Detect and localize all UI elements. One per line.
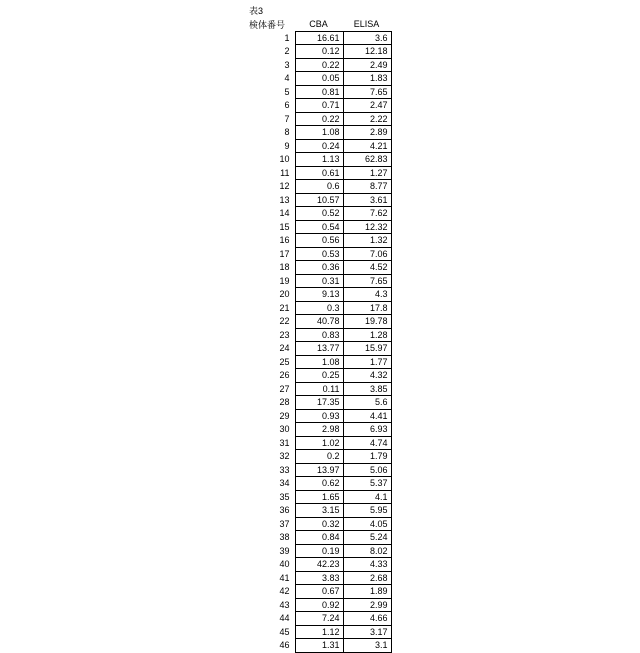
- column-header-cba: CBA: [295, 18, 343, 31]
- cell-elisa: 4.74: [343, 436, 391, 450]
- cell-elisa: 12.32: [343, 220, 391, 234]
- cell-sample-id: 41: [279, 572, 290, 583]
- table-row: [249, 639, 391, 653]
- table-row: [249, 58, 391, 72]
- table-body: [249, 31, 391, 652]
- cell-sample-id: 20: [279, 289, 290, 300]
- cell-cba: 0.56: [295, 234, 343, 248]
- cell-cba: 0.2: [295, 450, 343, 464]
- cell-sample-id: 32: [279, 451, 290, 462]
- cell-elisa: 7.65: [343, 274, 391, 288]
- cell-sample-id: 17: [279, 248, 290, 259]
- cell-cba: 0.52: [295, 207, 343, 221]
- cell-sample-id: 42: [279, 586, 290, 597]
- table-row: [249, 625, 391, 639]
- table-row: [249, 342, 391, 356]
- cell-cba: 0.24: [295, 139, 343, 153]
- cell-cba: 0.11: [295, 382, 343, 396]
- cell-sample-id: 5: [284, 86, 290, 97]
- cell-elisa: 4.66: [343, 612, 391, 626]
- cell-sample-id: 15: [279, 221, 290, 232]
- cell-cba: 0.71: [295, 99, 343, 113]
- cell-elisa: 4.32: [343, 369, 391, 383]
- cell-elisa: 2.47: [343, 99, 391, 113]
- table-row: [249, 301, 391, 315]
- cell-elisa: 4.41: [343, 409, 391, 423]
- cell-cba: 0.84: [295, 531, 343, 545]
- cell-cba: 0.81: [295, 85, 343, 99]
- cell-sample-id: 10: [279, 154, 290, 165]
- cell-elisa: 4.1: [343, 490, 391, 504]
- cell-sample-id: 13: [279, 194, 290, 205]
- cell-sample-id: 24: [279, 343, 290, 354]
- cell-sample-id: 38: [279, 532, 290, 543]
- cell-sample-id: 40: [279, 559, 290, 570]
- cell-sample-id: 2: [284, 46, 290, 57]
- cell-elisa: 3.85: [343, 382, 391, 396]
- table-header-row: [249, 18, 391, 31]
- cell-sample-id: 14: [279, 208, 290, 219]
- table-row: [249, 369, 391, 383]
- table-row: [249, 274, 391, 288]
- table-row: [249, 463, 391, 477]
- cell-elisa: 7.06: [343, 247, 391, 261]
- cell-elisa: 3.61: [343, 193, 391, 207]
- cell-elisa: 17.8: [343, 301, 391, 315]
- table-row: [249, 166, 391, 180]
- cell-elisa: 5.6: [343, 396, 391, 410]
- cell-elisa: 19.78: [343, 315, 391, 329]
- cell-sample-id: 46: [279, 640, 290, 651]
- cell-elisa: 1.77: [343, 355, 391, 369]
- cell-cba: 13.77: [295, 342, 343, 356]
- cell-elisa: 12.18: [343, 45, 391, 59]
- table-row: [249, 139, 391, 153]
- cell-cba: 9.13: [295, 288, 343, 302]
- table-row: [249, 45, 391, 59]
- cell-sample-id: 29: [279, 410, 290, 421]
- cell-sample-id: 12: [279, 181, 290, 192]
- cell-cba: 7.24: [295, 612, 343, 626]
- cell-elisa: 2.99: [343, 598, 391, 612]
- cell-sample-id: 21: [279, 302, 290, 313]
- table-row: [249, 531, 391, 545]
- cell-cba: 0.62: [295, 477, 343, 491]
- cell-elisa: 1.27: [343, 166, 391, 180]
- table-row: [249, 153, 391, 167]
- cell-sample-id: 31: [279, 437, 290, 448]
- cell-cba: 0.22: [295, 58, 343, 72]
- cell-cba: 42.23: [295, 558, 343, 572]
- table-row: [249, 315, 391, 329]
- table-row: [249, 396, 391, 410]
- cell-cba: 0.92: [295, 598, 343, 612]
- cell-elisa: 2.22: [343, 112, 391, 126]
- cell-sample-id: 7: [284, 113, 290, 124]
- cell-elisa: 4.52: [343, 261, 391, 275]
- cell-cba: 0.61: [295, 166, 343, 180]
- cell-sample-id: 23: [279, 329, 290, 340]
- table-row: [249, 220, 391, 234]
- table-row: [249, 571, 391, 585]
- cell-elisa: 3.17: [343, 625, 391, 639]
- table-row: [249, 180, 391, 194]
- table-row: [249, 598, 391, 612]
- cell-elisa: 1.83: [343, 72, 391, 86]
- cell-cba: 13.97: [295, 463, 343, 477]
- table-row: [249, 423, 391, 437]
- cell-elisa: 6.93: [343, 423, 391, 437]
- cell-cba: 0.6: [295, 180, 343, 194]
- cell-sample-id: 22: [279, 316, 290, 327]
- cell-sample-id: 1: [284, 32, 290, 43]
- cell-elisa: 1.28: [343, 328, 391, 342]
- table-row: [249, 544, 391, 558]
- cell-elisa: 1.79: [343, 450, 391, 464]
- cell-elisa: 2.89: [343, 126, 391, 140]
- cell-elisa: 5.37: [343, 477, 391, 491]
- cell-sample-id: 43: [279, 599, 290, 610]
- cell-sample-id: 16: [279, 235, 290, 246]
- cell-elisa: 15.97: [343, 342, 391, 356]
- table-row: [249, 234, 391, 248]
- table-container: [249, 6, 391, 653]
- cell-cba: 2.98: [295, 423, 343, 437]
- cell-elisa: 8.77: [343, 180, 391, 194]
- cell-elisa: 2.68: [343, 571, 391, 585]
- cell-cba: 1.65: [295, 490, 343, 504]
- table-row: [249, 450, 391, 464]
- cell-cba: 0.05: [295, 72, 343, 86]
- cell-cba: 40.78: [295, 315, 343, 329]
- cell-cba: 3.83: [295, 571, 343, 585]
- cell-cba: 1.12: [295, 625, 343, 639]
- cell-sample-id: 4: [284, 73, 290, 84]
- cell-sample-id: 34: [279, 478, 290, 489]
- cell-cba: 0.53: [295, 247, 343, 261]
- cell-cba: 16.61: [295, 31, 343, 45]
- cell-sample-id: 44: [279, 613, 290, 624]
- cell-cba: 0.12: [295, 45, 343, 59]
- table-header: [249, 18, 391, 31]
- cell-cba: 1.02: [295, 436, 343, 450]
- cell-elisa: 1.89: [343, 585, 391, 599]
- cell-cba: 0.22: [295, 112, 343, 126]
- table-row: [249, 85, 391, 99]
- cell-elisa: 5.06: [343, 463, 391, 477]
- cell-sample-id: 37: [279, 518, 290, 529]
- table-row: [249, 409, 391, 423]
- cell-sample-id: 3: [284, 59, 290, 70]
- cell-cba: 0.32: [295, 517, 343, 531]
- cell-sample-id: 8: [284, 127, 290, 138]
- column-header-elisa: ELISA: [343, 18, 391, 31]
- cell-cba: 0.67: [295, 585, 343, 599]
- cell-elisa: 4.33: [343, 558, 391, 572]
- cell-sample-id: 26: [279, 370, 290, 381]
- cell-cba: 0.31: [295, 274, 343, 288]
- cell-elisa: 5.95: [343, 504, 391, 518]
- cell-sample-id: 45: [279, 626, 290, 637]
- table-row: [249, 288, 391, 302]
- cell-sample-id: 35: [279, 491, 290, 502]
- cell-sample-id: 27: [279, 383, 290, 394]
- table-row: [249, 112, 391, 126]
- cell-elisa: 8.02: [343, 544, 391, 558]
- cell-cba: 1.13: [295, 153, 343, 167]
- table-row: [249, 207, 391, 221]
- cell-sample-id: 11: [280, 167, 290, 178]
- measurements-table: [249, 18, 392, 653]
- table-row: [249, 490, 391, 504]
- cell-cba: 3.15: [295, 504, 343, 518]
- cell-cba: 1.08: [295, 126, 343, 140]
- table-row: [249, 382, 391, 396]
- cell-sample-id: 39: [279, 545, 290, 556]
- cell-elisa: 7.62: [343, 207, 391, 221]
- table-row: [249, 247, 391, 261]
- table-row: [249, 193, 391, 207]
- table-row: [249, 504, 391, 518]
- cell-cba: 0.19: [295, 544, 343, 558]
- cell-elisa: 62.83: [343, 153, 391, 167]
- cell-elisa: 4.3: [343, 288, 391, 302]
- cell-sample-id: 19: [279, 275, 290, 286]
- cell-cba: 1.08: [295, 355, 343, 369]
- table-row: [249, 436, 391, 450]
- cell-cba: 0.36: [295, 261, 343, 275]
- table-row: [249, 126, 391, 140]
- cell-cba: 0.3: [295, 301, 343, 315]
- cell-sample-id: 9: [284, 140, 290, 151]
- table-row: [249, 99, 391, 113]
- cell-cba: 0.54: [295, 220, 343, 234]
- cell-cba: 1.31: [295, 639, 343, 653]
- cell-elisa: 3.6: [343, 31, 391, 45]
- cell-cba: 17.35: [295, 396, 343, 410]
- cell-sample-id: 30: [279, 424, 290, 435]
- table-row: [249, 612, 391, 626]
- cell-sample-id: 36: [279, 505, 290, 516]
- cell-elisa: 4.05: [343, 517, 391, 531]
- cell-elisa: 4.21: [343, 139, 391, 153]
- cell-sample-id: 25: [279, 356, 290, 367]
- table-row: [249, 261, 391, 275]
- table-row: [249, 517, 391, 531]
- table-row: [249, 585, 391, 599]
- cell-sample-id: 33: [279, 464, 290, 475]
- cell-sample-id: 28: [279, 397, 290, 408]
- table-row: [249, 328, 391, 342]
- cell-elisa: 5.24: [343, 531, 391, 545]
- cell-sample-id: 6: [284, 100, 290, 111]
- cell-elisa: 3.1: [343, 639, 391, 653]
- cell-cba: 0.25: [295, 369, 343, 383]
- cell-elisa: 7.65: [343, 85, 391, 99]
- table-row: [249, 31, 391, 45]
- table-row: [249, 355, 391, 369]
- cell-elisa: 1.32: [343, 234, 391, 248]
- cell-cba: 10.57: [295, 193, 343, 207]
- cell-cba: 0.83: [295, 328, 343, 342]
- cell-sample-id: 18: [279, 262, 290, 273]
- cell-cba: 0.93: [295, 409, 343, 423]
- table-caption: 表3: [249, 6, 264, 16]
- cell-elisa: 2.49: [343, 58, 391, 72]
- column-header-sample-id: 検体番号: [249, 19, 286, 30]
- table-row: [249, 477, 391, 491]
- table-row: [249, 72, 391, 86]
- table-row: [249, 558, 391, 572]
